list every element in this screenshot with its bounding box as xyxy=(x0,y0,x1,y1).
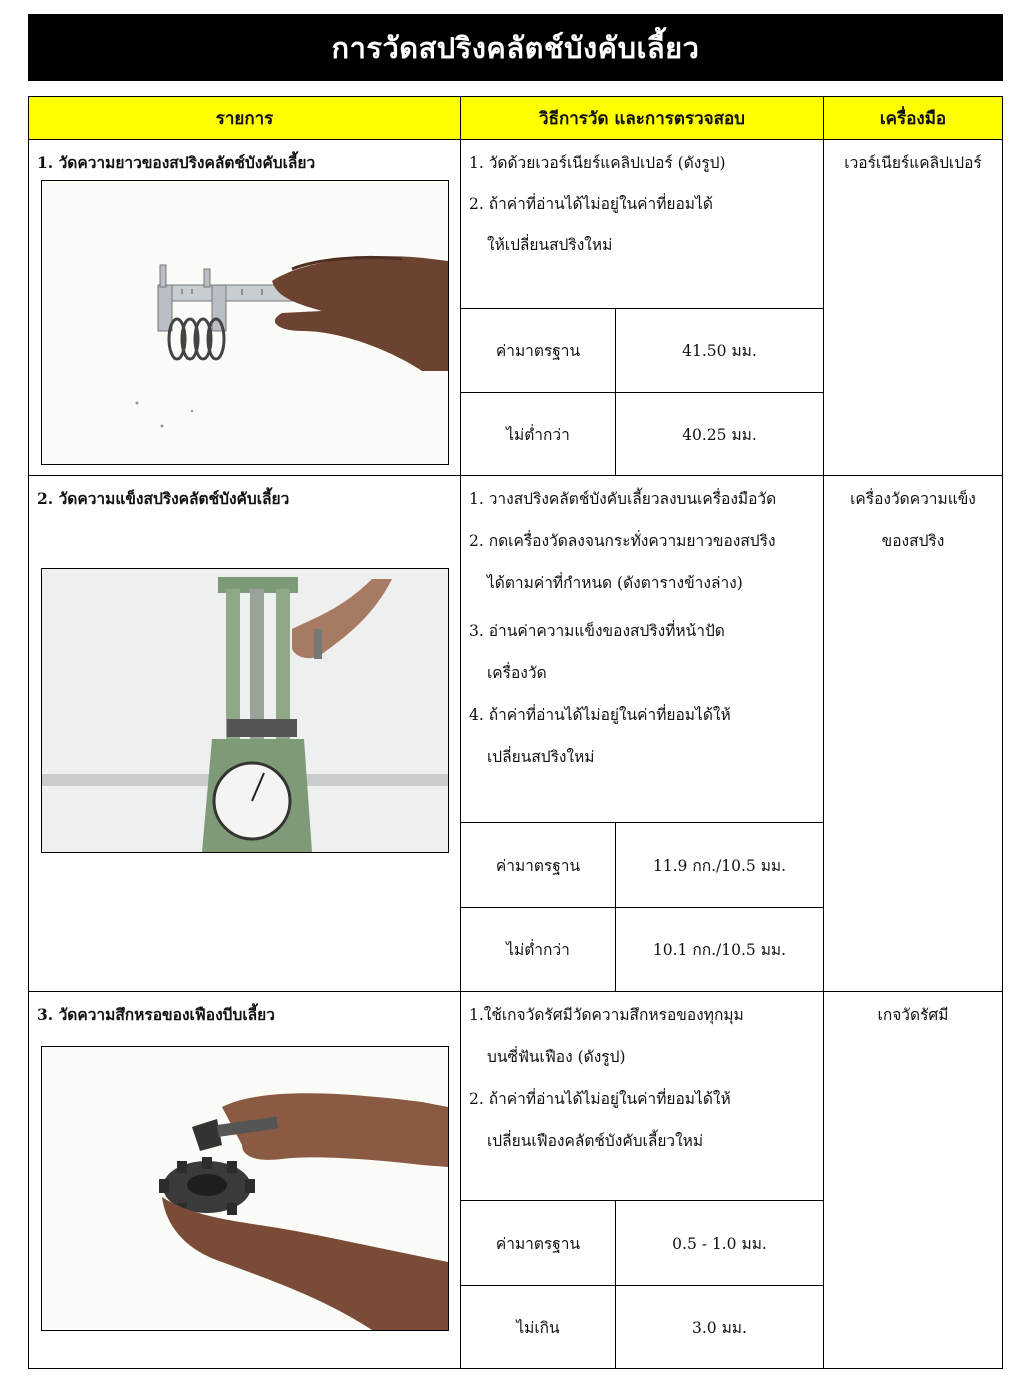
row2-step-1: 1. วางสปริงคลัตช์บังคับเลี้ยวลงบนเครื่องมือวัด xyxy=(469,490,777,508)
row2-spec-label-1: ค่ามาตรฐาน xyxy=(460,822,616,908)
header-tool: เครื่องมือ xyxy=(823,96,1003,140)
row2-step-3-cont: เครื่องวัด xyxy=(487,664,547,682)
row1-item-cell xyxy=(28,139,461,476)
row3-method-cell xyxy=(460,991,824,1201)
row1-steps xyxy=(469,150,817,273)
row2-spec-value-1: 11.9 กก./10.5 มม. xyxy=(615,822,824,908)
row3-step-2-cont: เปลี่ยนเฟืองคลัตช์บังคับเลี้ยวใหม่ xyxy=(487,1132,704,1150)
row3-step-1-cont: บนซี่ฟันเฟือง (ดังรูป) xyxy=(487,1048,626,1066)
spring-tester-image xyxy=(42,569,448,852)
row2-spec-value-2: 10.1 กก./10.5 มม. xyxy=(615,907,824,992)
row1-item-title: 1. วัดความยาวของสปริงคลัตช์บังคับเลี้ยว xyxy=(37,153,316,172)
row2-step-4: 4. ถ้าค่าที่อ่านได้ไม่อยู่ในค่าที่ยอมได้ให้ xyxy=(469,706,731,724)
row2-step-2: 2. กดเครื่องวัดลงจนกระทั่งความยาวของสปริง xyxy=(469,532,776,550)
row2-spec-label-2: ไม่ต่ำกว่า xyxy=(460,907,616,992)
row2-photo xyxy=(41,568,449,853)
row3-spec-value-2: 3.0 มม. xyxy=(615,1285,824,1369)
row3-spec-label-1: ค่ามาตรฐาน xyxy=(460,1200,616,1286)
row1-step-1: 1. วัดด้วยเวอร์เนียร์แคลิปเปอร์ (ดังรูป) xyxy=(469,154,726,172)
row2-tool xyxy=(824,486,1002,570)
measurement-table xyxy=(28,96,1003,1369)
row2-method-cell xyxy=(460,475,824,823)
row3-tool-cell xyxy=(823,991,1003,1369)
row2-item-cell xyxy=(28,475,461,992)
row3-spec-label-2: ไม่เกิน xyxy=(460,1285,616,1369)
row3-steps xyxy=(469,1002,817,1170)
row2-step-4-cont: เปลี่ยนสปริงใหม่ xyxy=(487,748,595,766)
radius-gauge-image xyxy=(42,1047,448,1330)
row3-step-2: 2. ถ้าค่าที่อ่านได้ไม่อยู่ในค่าที่ยอมได้ให้ xyxy=(469,1090,731,1108)
row1-tool-cell xyxy=(823,139,1003,476)
page-title: การวัดสปริงคลัตช์บังคับเลี้ยว xyxy=(28,14,1003,81)
row3-tool xyxy=(824,1002,1002,1044)
row1-tool-line-1: เวอร์เนียร์แคลิปเปอร์ xyxy=(844,154,982,172)
row1-spec-label-1: ค่ามาตรฐาน xyxy=(460,308,616,393)
header-item: รายการ xyxy=(28,96,461,140)
row1-step-2-cont: ให้เปลี่ยนสปริงใหม่ xyxy=(487,236,613,254)
row3-tool-line-1: เกจวัดรัศมี xyxy=(877,1006,949,1024)
row2-item-title: 2. วัดความแข็งสปริงคลัตช์บังคับเลี้ยว xyxy=(37,489,290,508)
vernier-caliper-image xyxy=(42,181,448,464)
row1-spec-label-2: ไม่ต่ำกว่า xyxy=(460,392,616,476)
row3-item-title: 3. วัดความสึกหรอของเฟืองบีบเลี้ยว xyxy=(37,1005,275,1024)
row2-tool-cell xyxy=(823,475,1003,992)
row3-photo xyxy=(41,1046,449,1331)
row3-item-cell xyxy=(28,991,461,1369)
row2-steps xyxy=(469,486,817,786)
row3-spec-value-1: 0.5 - 1.0 มม. xyxy=(615,1200,824,1286)
row2-tool-line-2: ของสปริง xyxy=(881,532,945,550)
row2-step-2-cont: ได้ตามค่าที่กำหนด (ดังตารางข้างล่าง) xyxy=(487,574,743,592)
row2-step-3: 3. อ่านค่าความแข็งของสปริงที่หน้าปัด xyxy=(469,622,725,640)
row2-tool-line-1: เครื่องวัดความแข็ง xyxy=(850,490,976,508)
row1-method-cell xyxy=(460,139,824,309)
row1-step-2: 2. ถ้าค่าที่อ่านได้ไม่อยู่ในค่าที่ยอมได้ xyxy=(469,195,713,213)
row1-spec-value-1: 41.50 มม. xyxy=(615,308,824,393)
row3-step-1: 1.ใช้เกจวัดรัศมีวัดความสึกหรอของทุกมุม xyxy=(469,1006,744,1024)
header-method: วิธีการวัด และการตรวจสอบ xyxy=(460,96,824,140)
row1-photo xyxy=(41,180,449,465)
row1-tool xyxy=(824,150,1002,192)
row1-spec-value-2: 40.25 มม. xyxy=(615,392,824,476)
